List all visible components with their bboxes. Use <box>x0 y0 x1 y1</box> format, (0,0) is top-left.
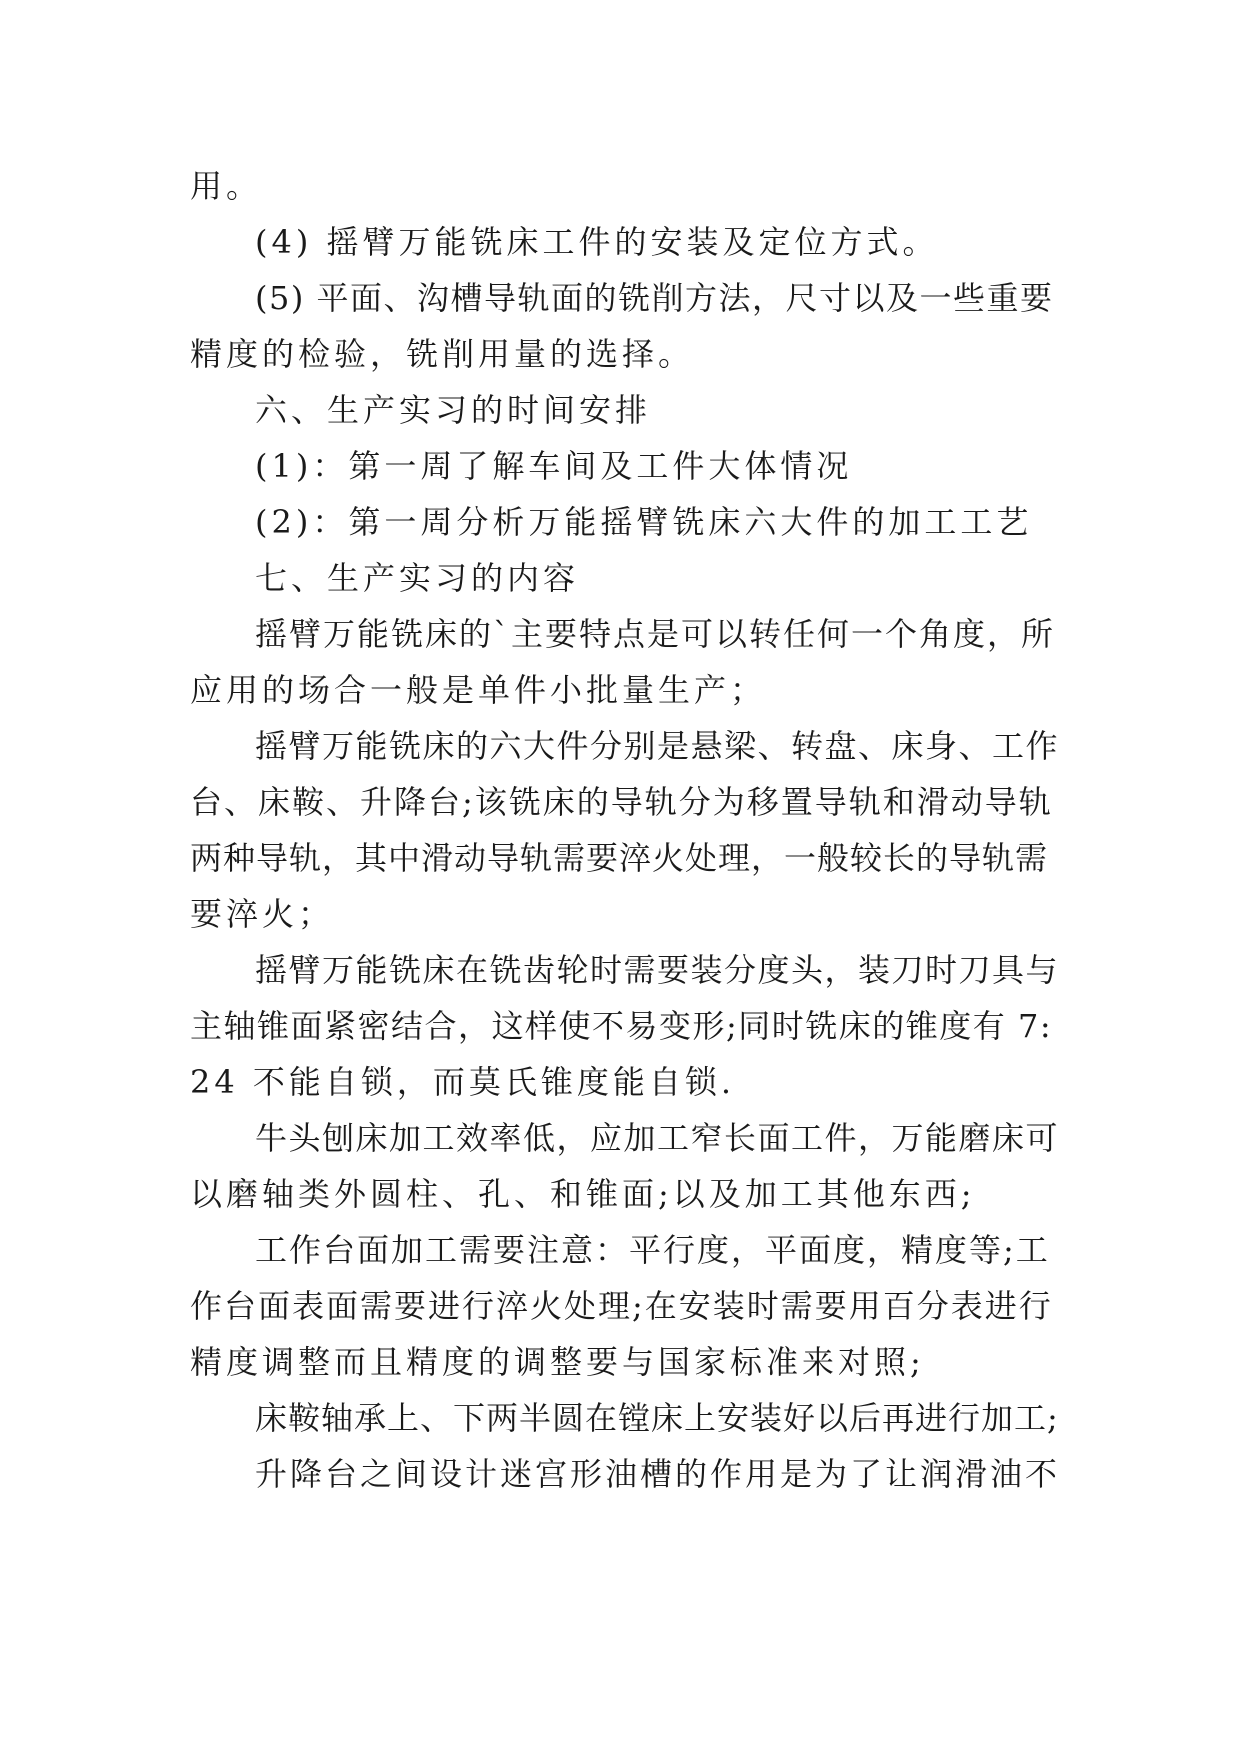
text-line-22: 精度调整而且精度的调整要与国家标准来对照; <box>190 1343 925 1381</box>
text-line-11: 摇臂万能铣床的六大件分别是悬梁、转盘、床身、工作 <box>255 727 1060 765</box>
text-line-18: 牛头刨床加工效率低，应加工窄长面工件，万能磨床可 <box>255 1119 1060 1157</box>
section-heading-schedule: 六、生产实习的时间安排 <box>255 391 652 429</box>
text-line-21: 作台面表面需要进行淬火处理;在安装时需要用百分表进行 <box>190 1287 1053 1325</box>
text-line-20: 工作台面加工需要注意：平行度，平面度，精度等;工 <box>255 1231 1050 1269</box>
section-heading-content: 七、生产实习的内容 <box>255 559 580 597</box>
text-line-1: 用。 <box>190 167 263 205</box>
text-line-10: 应用的场合一般是单件小批量生产； <box>190 671 767 709</box>
text-line-9: 摇臂万能铣床的`主要特点是可以转任何一个角度，所 <box>255 615 1056 653</box>
text-line-23: 床鞍轴承上、下两半圆在镗床上安装好以后再进行加工; <box>255 1399 1059 1437</box>
text-line-19: 以磨轴类外圆柱、孔、和锥面;以及加工其他东西; <box>190 1175 976 1213</box>
text-line-6: (1)：第一周了解车间及工件大体情况 <box>255 447 853 485</box>
text-line-12: 台、床鞍、升降台;该铣床的导轨分为移置导轨和滑动导轨 <box>190 783 1053 821</box>
text-line-14: 要淬火； <box>190 895 335 933</box>
text-line-16: 主轴锥面紧密结合，这样使不易变形;同时铣床的锥度有 7: <box>190 1007 1053 1045</box>
text-line-3: (5) 平面、沟槽导轨面的铣削方法，尺寸以及一些重要 <box>255 279 1054 317</box>
text-line-15: 摇臂万能铣床在铣齿轮时需要装分度头，装刀时刀具与 <box>255 951 1060 989</box>
text-line-7: (2)：第一周分析万能摇臂铣床六大件的加工工艺 <box>255 503 1033 541</box>
text-line-2: (4) 摇臂万能铣床工件的安装及定位方式。 <box>255 223 939 261</box>
text-line-4: 精度的检验，铣削用量的选择。 <box>190 335 695 373</box>
text-line-17: 24 不能自锁，而莫氏锥度能自锁. <box>190 1063 736 1101</box>
text-line-24: 升降台之间设计迷宫形油槽的作用是为了让润滑油不 <box>255 1455 1061 1493</box>
text-line-13: 两种导轨，其中滑动导轨需要淬火处理，一般较长的导轨需 <box>190 839 1049 877</box>
